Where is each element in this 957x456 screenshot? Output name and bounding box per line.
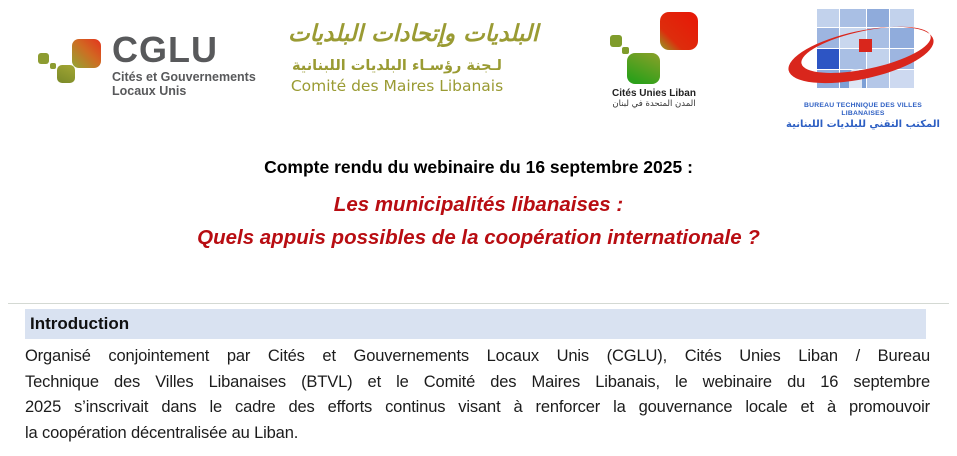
paragraph-line: Technique des Villes Libanaises (BTVL) et le Comité des Maires Libanais, le webinaire du 16 septembre [25,372,930,391]
cglu-logo-icon [38,39,106,97]
btvl-name: BUREAU TECHNIQUE DES VILLES LIBANAISES [804,102,922,117]
cglu-name [112,71,256,98]
cglu-logo-square-large [72,39,101,68]
paragraph-line: Organisé conjointement par Cités et Gouvernements Locaux Unis (CGLU), Cités Unies Liban / Bureau [25,347,930,365]
cglu-logo-text [112,29,256,98]
cites-unies-liban-logo [598,12,710,109]
document-subtitle-line1: Les municipalités libanaises : [333,193,624,216]
btvl-logo-icon [783,3,943,95]
cglu-acronym: CGLU [112,29,218,70]
cites-unies-liban-logo-icon [608,12,700,85]
cglu-logo-square-small [38,53,49,64]
cglu-logo-square-medium [57,65,75,83]
cites-unies-liban-name: Cités Unies Liban [612,88,696,99]
introduction-heading-bar [25,309,926,339]
document-subtitle-line2: Quels appuis possibles de la coopération internationale ? [197,226,760,249]
btvl-red-square [859,39,872,52]
paragraph-line: 2025 s’inscrivait dans le cadre des efforts continus visant à renforcer la gouvernance locale et à promouvoir [25,398,930,416]
btvl-logo [783,3,943,131]
maires-arabic-name: لـجنة رؤسـاء البلديات اللبنانية [291,58,502,74]
cglu-name-line2: Locaux Unis [112,83,187,98]
comite-maires-libanais-logo [288,12,539,97]
paragraph-line: la coopération décentralisée au Liban. [25,423,299,442]
cites-unies-liban-arabic-name: المدن المتحدة في لبنان [612,99,696,109]
cul-logo-square-large [660,12,698,50]
cglu-logo [38,29,256,98]
cul-logo-square-tiny [622,47,629,54]
maires-arabic-calligraphy: البلديات وإتحادات البلديات [288,21,539,47]
introduction-paragraph [25,344,930,446]
maires-french-name: Comité des Maires Libanais [290,77,504,95]
introduction-heading: Introduction [30,314,130,333]
cglu-logo-square-tiny [50,63,56,69]
document-title: Compte rendu du webinaire du 16 septembre 2025 : [264,157,693,177]
cglu-name-line1: Cités et Gouvernements [112,70,256,84]
cul-logo-square-medium [627,53,660,84]
section-divider [8,303,949,304]
cul-logo-square-small [610,35,622,47]
btvl-arabic-name: المكتب التقني للبلديات اللبنانية [786,119,940,130]
